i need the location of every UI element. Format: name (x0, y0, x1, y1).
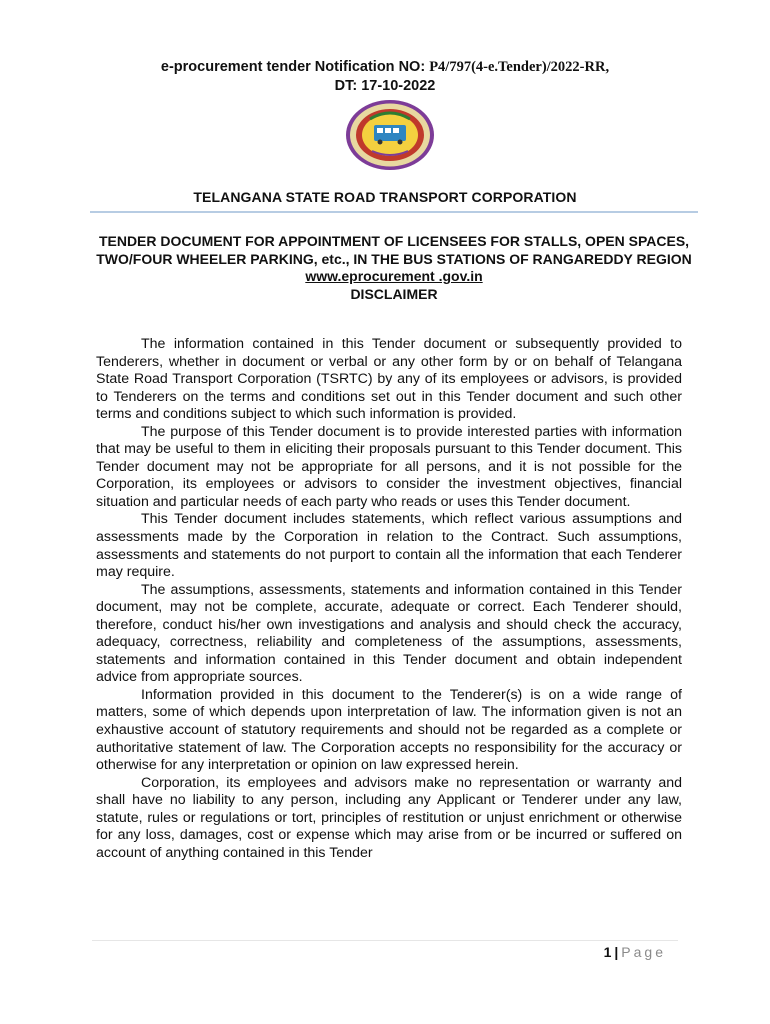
notification-header (0, 58, 770, 96)
notification-ref: P4/797(4-e.Tender)/2022-RR, (429, 59, 610, 75)
page-number: 1 (603, 944, 612, 960)
footer-separator: | (614, 944, 619, 960)
paragraph: The purpose of this Tender document is to provide interested parties with information that may be useful to them in eliciting their proposals pursuant to this Tender document. This Tender document may not be appropriate for all persons, and it is not possible for the Corporation, its employees or advisors to consider the investment objectives, financial situation and particular needs of each party who reads or uses this Tender document. (96, 423, 682, 510)
disclaimer-body (96, 336, 682, 862)
page-label: Page (621, 944, 666, 960)
section-heading-disclaimer: DISCLAIMER (350, 285, 438, 302)
notification-number: e-procurement tender Notification NO: P4/797(4-e.Tender)/2022-RR, (160, 59, 610, 75)
notification-date: DT: 17-10-2022 (334, 78, 436, 94)
paragraph: Information provided in this document to the Tenderer(s) is on a wide range of matters, some of which depends upon interpretation of law. The information given is not an exhaustive account of statutory requirements and should not be regarded as a complete or authoritative statement of law. The Corporation accepts no responsibility for the accuracy or otherwise for any interpretation or opinion on law expressed herein. (96, 686, 682, 774)
title-divider (90, 211, 698, 213)
tsrtc-emblem-logo (344, 99, 436, 171)
paragraph: The information contained in this Tender document or subsequently provided to Tenderers, whether in document or verbal or any other form by or on behalf of Telangana State Road Transport Corporation (TSRTC) by any of its employees or advisors, is provided to Tenderers on the terms and conditions set out in this Tender document and such other terms and conditions subject to which such information is provided. (96, 336, 682, 423)
page-footer (604, 944, 666, 960)
paragraph: This Tender document includes statements, which reflect various assumptions and assessments made by the Corporation in relation to the Contract. Such assumptions, assessments and statements do not purport to contain all the information that each Tenderer may require. (96, 511, 682, 581)
paragraph: The assumptions, assessments, statements and information contained in this Tender document, may not be complete, accurate, adequate or correct. Each Tenderer should, therefore, conduct his/her own investigations and analysis and should check the accuracy, adequacy, correctness, reliability and completeness of the assumptions, assessments, statements and information contained in this Tender document and obtain independent advice from appropriate sources. (96, 581, 682, 686)
organization-name: TELANGANA STATE ROAD TRANSPORT CORPORATION (193, 189, 577, 205)
paragraph: Corporation, its employees and advisors make no representation or warranty and shall have no liability to any person, including any Applicant or Tenderer under any law, statute, rules or regulations or tort, principles of restitution or unjust enrichment or otherwise for any loss, damages, cost or expense which may arise from or be incurred or suffered on account of anything contained in this Tender (96, 774, 682, 861)
footer-divider (92, 940, 678, 941)
document-title: TENDER DOCUMENT FOR APPOINTMENT OF LICENSEES FOR STALLS, OPEN SPACES, TWO/FOUR WHEELER PARKING, etc., IN THE BUS STATIONS OF RANGAREDDY REGION (96, 233, 692, 267)
document-title-block (96, 233, 692, 303)
eprocurement-link[interactable]: www.eprocurement .gov.in (305, 268, 483, 284)
